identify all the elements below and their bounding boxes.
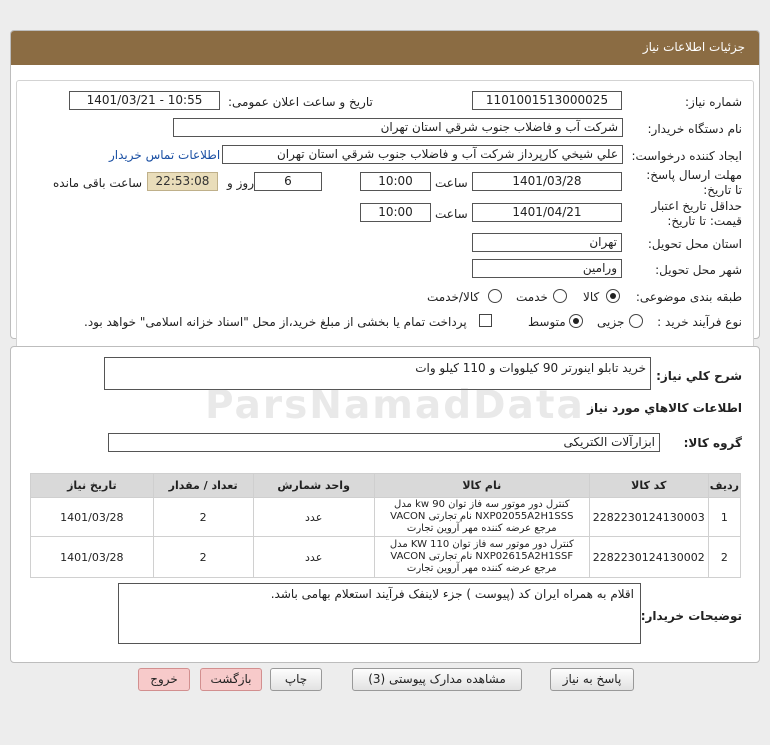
goods-group-field[interactable]: ابزارآلات الکتریکی <box>108 433 660 452</box>
category-goods-radio[interactable] <box>606 289 620 303</box>
col-unit-header: واحد شمارش <box>253 474 374 498</box>
category-service-label: خدمت <box>516 290 548 304</box>
validity-time-label: ساعت <box>435 207 468 221</box>
delivery-province-label: استان محل تحویل: <box>647 237 742 251</box>
treasury-payment-note: پرداخت تمام یا بخشی از مبلغ خرید،از محل "اسناد خزانه اسلامی" خواهد بود. <box>84 315 467 329</box>
table-row[interactable] <box>31 498 741 537</box>
goods-group-label: گروه کالا: <box>683 436 742 450</box>
reply-button[interactable]: پاسخ به نیاز <box>550 668 634 691</box>
need-number-label: شماره نیاز: <box>685 95 742 109</box>
process-label: نوع فرآیند خرید : <box>657 315 742 329</box>
summary-label: شرح کلي نياز: <box>656 369 742 383</box>
process-medium-radio[interactable] <box>569 314 583 328</box>
reply-deadline-label: مهلت ارسال پاسخ: تا تاریخ: <box>646 168 742 197</box>
need-number-field[interactable]: 1101001513000025 <box>472 91 622 110</box>
goods-code: 2282230124130002 <box>589 537 708 578</box>
reply-time-field[interactable]: 10:00 <box>360 172 431 191</box>
category-service-radio[interactable] <box>553 289 567 303</box>
process-minor-radio[interactable] <box>629 314 643 328</box>
delivery-city-label: شهر محل تحویل: <box>655 263 742 277</box>
creator-field[interactable]: علي شيخي كارپرداز شرکت آب و فاضلاب جنوب شرقي استان تهران <box>222 145 623 164</box>
col-date-header: تاریخ نیاز <box>31 474 154 498</box>
process-minor-label: جزیی <box>597 315 625 329</box>
category-label: طبقه بندی موضوعی: <box>635 290 742 304</box>
buyer-org-label: نام دستگاه خریدار: <box>647 122 742 136</box>
table-header-row <box>31 474 741 498</box>
announce-datetime-field[interactable]: 1401/03/21 - 10:55 <box>69 91 220 110</box>
col-row-header: ردیف <box>708 474 740 498</box>
col-code-header: کد کالا <box>589 474 708 498</box>
days-field[interactable]: 6 <box>254 172 322 191</box>
goods-qty: 2 <box>153 537 253 578</box>
goods-unit: عدد <box>253 498 374 537</box>
validity-label: حداقل تاریخ اعتبار قیمت: تا تاریخ: <box>651 199 742 228</box>
buyer-notes-box[interactable]: اقلام به همراه ایران کد (پیوست ) جزء لاینفک فرآیند استعلام بهامی باشد. <box>118 583 641 644</box>
validity-time-field[interactable]: 10:00 <box>360 203 431 222</box>
announce-label: تاریخ و ساعت اعلان عمومی: <box>228 95 373 109</box>
goods-table <box>30 473 741 578</box>
delivery-city-field[interactable]: ورامين <box>472 259 622 278</box>
goods-name: کنترل دور موتور سه فاز توان KW 110 مدل NXP02615A2H1SSF نام تجارتی VACON مرجع عرضه کننده مهر آروین تجارت <box>374 537 589 578</box>
panel-title: جزئیات اطلاعات نیاز <box>11 31 759 65</box>
col-qty-header: تعداد / مقدار <box>153 474 253 498</box>
reply-date-field[interactable]: 1401/03/28 <box>472 172 622 191</box>
col-name-header: نام کالا <box>374 474 589 498</box>
goods-name: کنترل دور موتور سه فاز توان kw 90 مدل NXP02055A2H1SSS نام تجارتی VACON مرجع عرضه کننده مهر آروین تجارت <box>374 498 589 537</box>
back-button[interactable]: بازگشت <box>200 668 262 691</box>
row-number: 2 <box>708 537 740 578</box>
goods-qty: 2 <box>153 498 253 537</box>
goods-date: 1401/03/28 <box>31 537 154 578</box>
days-label: روز و <box>227 176 254 190</box>
delivery-province-field[interactable]: تهران <box>472 233 622 252</box>
goods-code: 2282230124130003 <box>589 498 708 537</box>
creator-label: ایجاد کننده درخواست: <box>631 149 742 163</box>
treasury-payment-checkbox[interactable] <box>479 314 492 327</box>
goods-info-heading: اطلاعات کالاهاي مورد نياز <box>587 401 742 415</box>
reply-time-label: ساعت <box>435 176 468 190</box>
summary-field[interactable]: خرید تابلو اینورتر 90 کیلووات و 110 کیلو وات <box>104 357 651 390</box>
exit-button[interactable]: خروج <box>138 668 190 691</box>
category-goods-service-radio[interactable] <box>488 289 502 303</box>
attachments-button[interactable]: مشاهده مدارک پیوستی (3) <box>352 668 522 691</box>
goods-unit: عدد <box>253 537 374 578</box>
buyer-contact-link[interactable]: اطلاعات تماس خریدار <box>109 148 221 162</box>
remaining-time-field: 22:53:08 <box>147 172 218 191</box>
table-row[interactable] <box>31 537 741 578</box>
buyer-org-field[interactable]: شرکت آب و فاضلاب جنوب شرقي استان تهران <box>173 118 623 137</box>
category-goods-label: کالا <box>583 290 600 304</box>
buyer-notes-label: توضیحات خریدار: <box>640 609 742 623</box>
process-medium-label: متوسط <box>528 315 566 329</box>
print-button[interactable]: چاپ <box>270 668 322 691</box>
category-goods-service-label: کالا/خدمت <box>427 290 480 304</box>
row-number: 1 <box>708 498 740 537</box>
remaining-label: ساعت باقی مانده <box>53 176 143 190</box>
validity-date-field[interactable]: 1401/04/21 <box>472 203 622 222</box>
goods-date: 1401/03/28 <box>31 498 154 537</box>
